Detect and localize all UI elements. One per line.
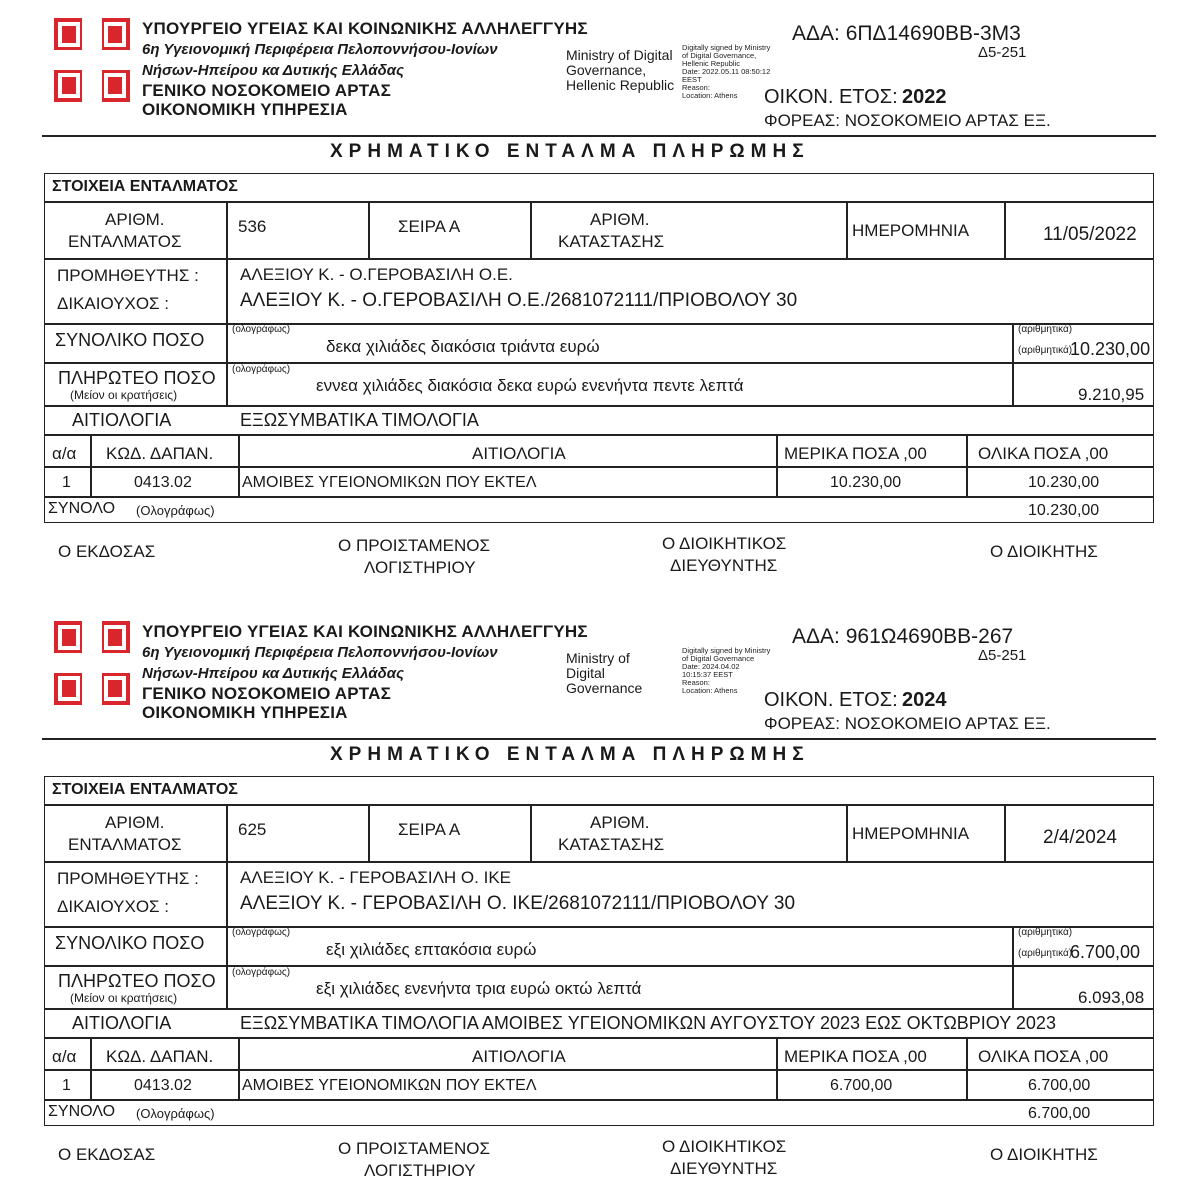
total-amount-label: ΣΥΝΟΛΙΚΟ ΠΟΣΟ <box>55 933 205 953</box>
ministry-name: ΥΠΟΥΡΓΕΙΟ ΥΓΕΙΑΣ ΚΑΙ ΚΟΙΝΩΝΙΚΗΣ ΑΛΛΗΛΕΓΓΥΗΣ <box>142 19 588 38</box>
signature-admin-director: Ο ΔΙΟΙΚΗΤΙΚΟΣ <box>662 1137 787 1156</box>
signature-head-accounting-2: ΛΟΓΙΣΤΗΡΙΟΥ <box>364 1161 476 1180</box>
signature-line: Hellenic Republic <box>682 59 740 68</box>
service-name: ΟΙΚΟΝΟΜΙΚΗ ΥΠΗΡΕΣΙΑ <box>142 703 348 722</box>
signature-line: Reason: <box>682 678 710 687</box>
total-amount-label: ΣΥΝΟΛΙΚΟ ΠΟΣΟ <box>55 330 205 350</box>
beneficiary-label: ΔΙΚΑΙΟΥΧΟΣ : <box>57 897 170 916</box>
hospital-cross-logo <box>54 18 130 102</box>
signature-line: of Digital Governance, <box>682 51 757 60</box>
fiscal-year-label: ΟΙΚΟΝ. ΕΤΟΣ: <box>764 689 898 711</box>
digital-signature-block <box>682 647 770 695</box>
total-amount: 10.230,00 <box>1070 339 1151 359</box>
warrant-date: 11/05/2022 <box>1043 224 1137 245</box>
series: ΣΕΙΡΑ Α <box>398 820 461 839</box>
agency: ΦΟΡΕΑΣ: ΝΟΣΟΚΟΜΕΙΟ ΑΡΤΑΣ ΕΞ. <box>764 111 1051 130</box>
in-words-label: (ολογράφως) <box>232 927 291 938</box>
total-amount: 6.700,00 <box>1070 942 1141 962</box>
beneficiary-details: ΑΛΕΞΙΟΥ Κ. - Ο.ΓΕΡΟΒΑΣΙΛΗ Ο.Ε./2681072111/ΠΡΙΟΒΟΛΟΥ 30 <box>240 290 798 311</box>
col-index-header: α/α <box>52 444 77 463</box>
payable-amount: 9.210,95 <box>1078 385 1145 404</box>
payable-amount-words: εννεα χιλιάδες διακόσια δεκα ευρώ ενενήντα πεντε λεπτά <box>316 376 744 395</box>
hospital-cross-logo <box>54 621 130 705</box>
doc-code: Δ5-251 <box>978 647 1027 664</box>
signature-head-accounting: Ο ΠΡΟΙΣΤΑΜΕΝΟΣ <box>338 1139 490 1158</box>
hospital-name: ΓΕΝΙΚΟ ΝΟΣΟΚΟΜΕΙΟ ΑΡΤΑΣ <box>142 81 391 100</box>
fiscal-year: 2022 <box>902 86 947 108</box>
signature-org-line-2: Governance, <box>566 62 647 78</box>
row-index: 1 <box>62 474 71 491</box>
signature-issuer: Ο ΕΚΔΟΣΑΣ <box>58 542 156 561</box>
status-number-label-2: ΚΑΤΑΣΤΑΣΗΣ <box>558 232 665 251</box>
row-code: 0413.02 <box>134 474 192 491</box>
beneficiary-details: ΑΛΕΞΙΟΥ Κ. - ΓΕΡΟΒΑΣΙΛΗ Ο. ΙΚΕ/2681072111/ΠΡΙΟΒΟΛΟΥ 30 <box>240 893 796 914</box>
row-partial: 6.700,00 <box>830 1077 893 1094</box>
signature-line: 10:15:37 EEST <box>682 670 733 679</box>
signature-admin-director: Ο ΔΙΟΙΚΗΤΙΚΟΣ <box>662 534 787 553</box>
signature-org-line-3: Governance <box>566 680 643 696</box>
supplier-name: ΑΛΕΞΙΟΥ Κ. - Ο.ΓΕΡΟΒΑΣΙΛΗ Ο.Ε. <box>240 265 513 284</box>
deductions-label: (Μείον οι κρατήσεις) <box>70 388 178 402</box>
row-total: 10.230,00 <box>1028 474 1100 491</box>
region-line-2: Νήσων-Ηπείρου κα Δυτικής Ελλάδας <box>142 62 405 79</box>
signature-director: Ο ΔΙΟΙΚΗΤΗΣ <box>990 1145 1098 1164</box>
supplier-label: ΠΡΟΜΗΘΕΥΤΗΣ : <box>57 869 199 888</box>
document-title: ΧΡΗΜΑΤΙΚΟ ΕΝΤΑΛΜΑ ΠΛΗΡΩΜΗΣ <box>330 141 810 162</box>
in-words-label: (ολογράφως) <box>232 364 291 375</box>
signature-line: Date: 2022.05.11 08:50:12 <box>682 67 771 76</box>
signature-org-line-2: Digital <box>566 665 605 681</box>
warrant-number-label: ΑΡΙΘΜ. <box>105 210 165 229</box>
warrant-date: 2/4/2024 <box>1043 827 1117 848</box>
warrant-number: 536 <box>238 217 267 236</box>
ada-code: ΑΔΑ: 6ΠΔ14690ΒΒ-3Μ3 <box>792 22 1021 45</box>
signature-line: Digitally signed by Ministry <box>682 43 771 52</box>
supplier-label: ΠΡΟΜΗΘΕΥΤΗΣ : <box>57 266 199 285</box>
region-line-1: 6η Υγειονομική Περιφέρεια Πελοποννήσου-Ιονίων <box>142 41 498 58</box>
payment-warrant <box>0 0 1200 600</box>
in-numbers-label: (αριθμητικά) <box>1018 324 1073 335</box>
col-partial-header: ΜΕΡΙΚΑ ΠΟΣΑ ,00 <box>784 444 927 463</box>
col-partial-header: ΜΕΡΙΚΑ ΠΟΣΑ ,00 <box>784 1047 927 1066</box>
signature-org-line-1: Ministry of <box>566 650 630 666</box>
row-total: 6.700,00 <box>1028 1077 1091 1094</box>
status-number-label-2: ΚΑΤΑΣΤΑΣΗΣ <box>558 835 665 854</box>
sum-amount: 10.230,00 <box>1028 502 1100 519</box>
row-reason: ΑΜΟΙΒΕΣ ΥΓΕΙΟΝΟΜΙΚΩΝ ΠΟΥ ΕΚΤΕΛ <box>242 474 537 491</box>
deductions-label: (Μείον οι κρατήσεις) <box>70 991 178 1005</box>
sum-amount: 6.700,00 <box>1028 1105 1091 1122</box>
signature-org-line-1: Ministry of Digital <box>566 47 673 63</box>
signature-line: EEST <box>682 75 702 84</box>
signature-org-line-3: Hellenic Republic <box>566 77 675 93</box>
fiscal-year: 2024 <box>902 689 947 711</box>
beneficiary-label: ΔΙΚΑΙΟΥΧΟΣ : <box>57 294 170 313</box>
fiscal-year-label: ΟΙΚΟΝ. ΕΤΟΣ: <box>764 86 898 108</box>
signature-line: Location: Athens <box>682 91 738 100</box>
sum-label: ΣΥΝΟΛΟ <box>48 500 116 517</box>
sum-label: ΣΥΝΟΛΟ <box>48 1103 116 1120</box>
in-numbers-label-dup: (αριθμητικά) <box>1018 948 1073 959</box>
ministry-name: ΥΠΟΥΡΓΕΙΟ ΥΓΕΙΑΣ ΚΑΙ ΚΟΙΝΩΝΙΚΗΣ ΑΛΛΗΛΕΓΓΥΗΣ <box>142 622 588 641</box>
sum-words-label: (Ολογράφως) <box>136 1106 215 1121</box>
in-words-label: (ολογράφως) <box>232 324 291 335</box>
payment-warrant <box>0 603 1200 1203</box>
digital-signature-block <box>682 44 770 100</box>
row-index: 1 <box>62 1077 71 1094</box>
region-line-1: 6η Υγειονομική Περιφέρεια Πελοποννήσου-Ιονίων <box>142 644 498 661</box>
region-line-2: Νήσων-Ηπείρου κα Δυτικής Ελλάδας <box>142 665 405 682</box>
signature-head-accounting: Ο ΠΡΟΙΣΤΑΜΕΝΟΣ <box>338 536 490 555</box>
series: ΣΕΙΡΑ Α <box>398 217 461 236</box>
payable-amount: 6.093,08 <box>1078 988 1145 1007</box>
signature-line: Location: Athens <box>682 686 738 695</box>
warrant-number-label: ΑΡΙΘΜ. <box>105 813 165 832</box>
col-total-header: ΟΛΙΚΑ ΠΟΣΑ ,00 <box>978 444 1109 463</box>
doc-code: Δ5-251 <box>978 44 1027 61</box>
date-label: ΗΜΕΡΟΜΗΝΙΑ <box>852 824 970 843</box>
payable-amount-words: εξι χιλιάδες ενενήντα τρια ευρώ οκτώ λεπτά <box>316 979 642 998</box>
signature-director: Ο ΔΙΟΙΚΗΤΗΣ <box>990 542 1098 561</box>
row-partial: 10.230,00 <box>830 474 902 491</box>
signature-line: Date: 2024.04.02 <box>682 662 740 671</box>
signature-line: Digitally signed by Ministry <box>682 646 771 655</box>
agency: ΦΟΡΕΑΣ: ΝΟΣΟΚΟΜΕΙΟ ΑΡΤΑΣ ΕΞ. <box>764 714 1051 733</box>
col-code-header: ΚΩΔ. ΔΑΠΑΝ. <box>106 444 214 463</box>
signature-line: Reason: <box>682 83 710 92</box>
status-number-label: ΑΡΙΘΜ. <box>590 813 650 832</box>
warrant-number: 625 <box>238 820 267 839</box>
hospital-name: ΓΕΝΙΚΟ ΝΟΣΟΚΟΜΕΙΟ ΑΡΤΑΣ <box>142 684 391 703</box>
signature-issuer: Ο ΕΚΔΟΣΑΣ <box>58 1145 156 1164</box>
in-numbers-label-dup: (αριθμητικά) <box>1018 345 1073 356</box>
ada-code: ΑΔΑ: 961Ω4690ΒΒ-267 <box>792 625 1014 648</box>
total-amount-words: δεκα χιλιάδες διακόσια τριάντα ευρώ <box>326 337 600 356</box>
reason-label: ΑΙΤΙΟΛΟΓΙΑ <box>72 410 172 430</box>
reason-text: ΕΞΩΣΥΜΒΑΤΙΚΑ ΤΙΜΟΛΟΓΙΑ <box>240 410 479 430</box>
payable-amount-label: ΠΛΗΡΩΤΕΟ ΠΟΣΟ <box>58 971 216 991</box>
col-reason-header: ΑΙΤΙΟΛΟΓΙΑ <box>472 1047 566 1066</box>
signature-admin-director-2: ΔΙΕΥΘΥΝΤΗΣ <box>670 1159 778 1178</box>
signature-admin-director-2: ΔΙΕΥΘΥΝΤΗΣ <box>670 556 778 575</box>
row-reason: ΑΜΟΙΒΕΣ ΥΓΕΙΟΝΟΜΙΚΩΝ ΠΟΥ ΕΚΤΕΛ <box>242 1077 537 1094</box>
reason-text: ΕΞΩΣΥΜΒΑΤΙΚΑ ΤΙΜΟΛΟΓΙΑ ΑΜΟΙΒΕΣ ΥΓΕΙΟΝΟΜΙΚΩΝ ΑΥΓΟΥΣΤΟΥ 2023 ΕΩΣ ΟΚΤΩΒΡΙΟΥ 2023 <box>240 1013 1056 1033</box>
signature-head-accounting-2: ΛΟΓΙΣΤΗΡΙΟΥ <box>364 558 476 577</box>
section-title: ΣΤΟΙΧΕΙΑ ΕΝΤΑΛΜΑΤΟΣ <box>52 781 238 798</box>
document-title: ΧΡΗΜΑΤΙΚΟ ΕΝΤΑΛΜΑ ΠΛΗΡΩΜΗΣ <box>330 744 810 765</box>
row-code: 0413.02 <box>134 1077 192 1094</box>
date-label: ΗΜΕΡΟΜΗΝΙΑ <box>852 221 970 240</box>
total-amount-words: εξι χιλιάδες επτακόσια ευρώ <box>326 940 537 959</box>
in-numbers-label: (αριθμητικά) <box>1018 927 1073 938</box>
payable-amount-label: ΠΛΗΡΩΤΕΟ ΠΟΣΟ <box>58 368 216 388</box>
col-code-header: ΚΩΔ. ΔΑΠΑΝ. <box>106 1047 214 1066</box>
reason-label: ΑΙΤΙΟΛΟΓΙΑ <box>72 1013 172 1033</box>
signature-line: of Digital Governance <box>682 654 755 663</box>
in-words-label: (ολογράφως) <box>232 967 291 978</box>
col-total-header: ΟΛΙΚΑ ΠΟΣΑ ,00 <box>978 1047 1109 1066</box>
warrant-number-label-2: ΕΝΤΑΛΜΑΤΟΣ <box>68 835 182 854</box>
service-name: ΟΙΚΟΝΟΜΙΚΗ ΥΠΗΡΕΣΙΑ <box>142 100 348 119</box>
status-number-label: ΑΡΙΘΜ. <box>590 210 650 229</box>
supplier-name: ΑΛΕΞΙΟΥ Κ. - ΓΕΡΟΒΑΣΙΛΗ Ο. ΙΚΕ <box>240 868 512 887</box>
sum-words-label: (Ολογράφως) <box>136 503 215 518</box>
col-reason-header: ΑΙΤΙΟΛΟΓΙΑ <box>472 444 566 463</box>
col-index-header: α/α <box>52 1047 77 1066</box>
section-title: ΣΤΟΙΧΕΙΑ ΕΝΤΑΛΜΑΤΟΣ <box>52 178 238 195</box>
warrant-number-label-2: ΕΝΤΑΛΜΑΤΟΣ <box>68 232 182 251</box>
